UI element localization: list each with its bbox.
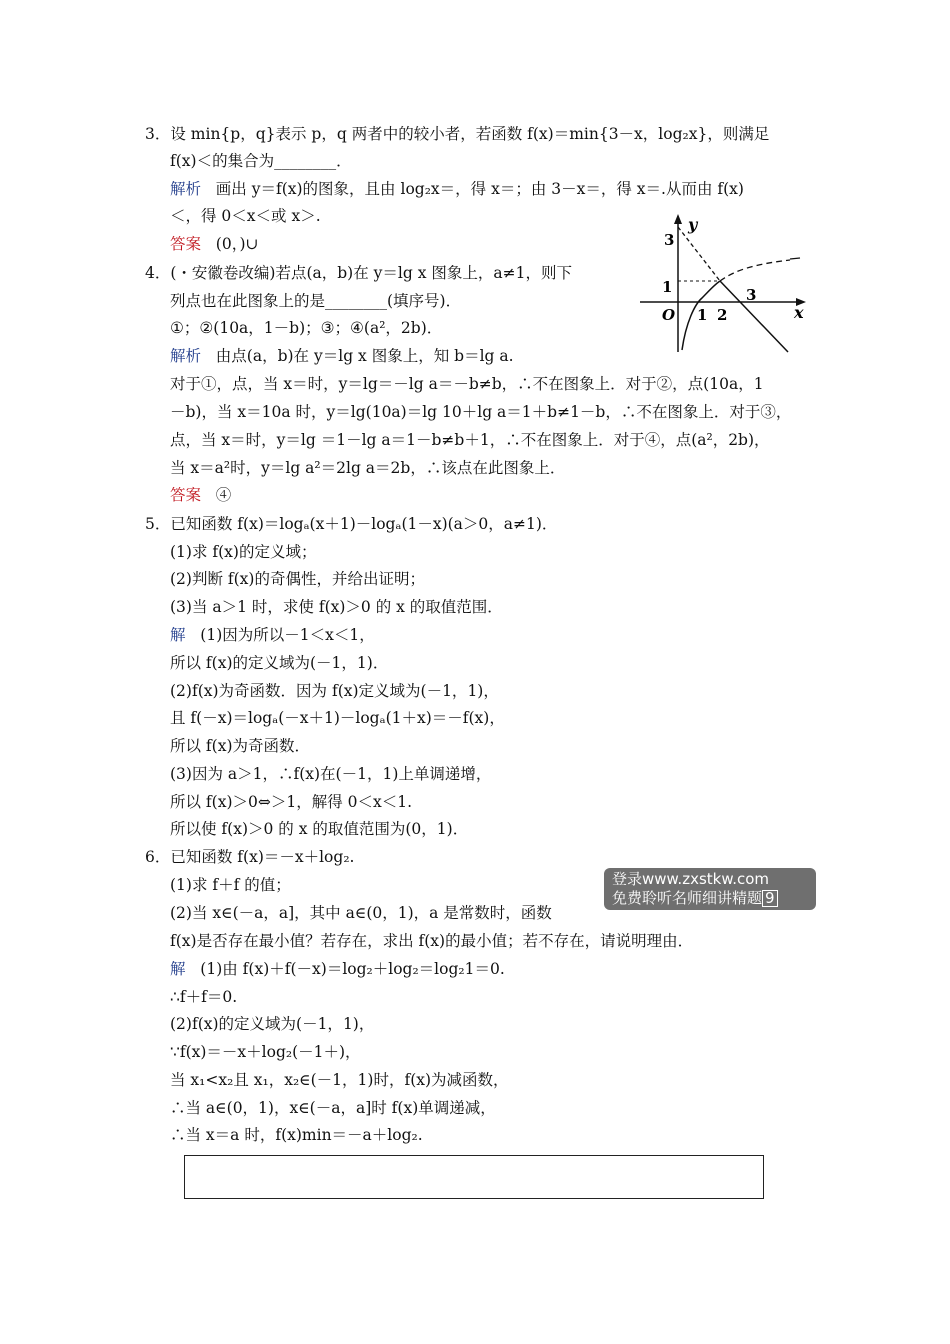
q6-solution-line-4: ∵f(x)＝－x＋log₂(－1＋)，: [170, 1043, 361, 1061]
tick-label-y-1: 1: [662, 278, 673, 296]
tick-label-x-1: 1: [697, 306, 708, 324]
q5-solution-line-5: 所以 f(x)为奇函数．: [170, 737, 311, 755]
q3-solution-line-2: ＜，得 0＜x＜或 x＞.: [170, 207, 321, 225]
q3-answer-line: [170, 233, 259, 255]
watermark-banner: [604, 868, 816, 910]
q5-solution-line-2: 所以 f(x)的定义域为(－1，1)．: [170, 654, 389, 672]
q5-solution-line-3: (2)f(x)为奇函数．因为 f(x)定义域为(－1，1)，: [170, 682, 499, 700]
q4-line-3: ①；②(10a，1－b)；③；④(a²，2b)．: [170, 319, 443, 337]
watermark-line-2: [612, 889, 816, 908]
q4-solution-line-2: 对于①，点，当 x＝时，y＝lg＝－lg a＝－b≠b，∴不在图象上．对于②，点(10a，1: [170, 375, 764, 393]
q5-line-4: (3)当 a＞1 时，求使 f(x)＞0 的 x 的取值范围．: [170, 598, 503, 616]
q5-line-3: (2)判断 f(x)的奇偶性，并给出证明；: [170, 570, 425, 588]
q5-solution-text: (1)因为所以－1＜x＜1，: [200, 626, 375, 644]
q3-answer-text: (0，)∪: [215, 235, 259, 253]
solution-tag: 解: [170, 960, 186, 978]
q6-solution-line-6: ∴当 a∈(0，1)，x∈(－a，a]时 f(x)单调递减，: [170, 1099, 496, 1117]
q5-solution-line-1: [170, 624, 375, 646]
q5-line-2: (1)求 f(x)的定义域；: [170, 543, 317, 561]
q6-solution-line-1: [170, 958, 505, 980]
q4-line-1: 4．(・安徽卷改编)若点(a，b)在 y＝lg x 图象上，a≠1，则下: [145, 264, 572, 282]
q6-solution-line-5: 当 x₁<x₂且 x₁，x₂∈(－1，1)时，f(x)为减函数，: [170, 1071, 509, 1089]
watermark-line-1: 登录www.zxstkw.com: [612, 870, 770, 888]
watermark-line-2-text: 免费聆听名师细讲精题: [612, 889, 763, 907]
q6-line-1: 6．已知函数 f(x)＝－x＋log₂.: [145, 848, 355, 866]
q3-solution-line-1: [170, 178, 744, 200]
q3-solution-text: 画出 y＝f(x)的图象，且由 log₂x＝，得 x＝；由 3－x＝，得 x＝.从而由 f(x): [215, 180, 744, 198]
tick-label-x-2: 2: [717, 306, 728, 324]
tick-label-x-3: 3: [746, 286, 757, 304]
answer-tag: 答案: [170, 486, 202, 504]
y-axis-label: y: [688, 215, 698, 234]
q6-solution-line-7: ∴当 x＝a 时，f(x)min＝－a＋log₂.: [170, 1126, 423, 1144]
q5-line-1: 5．已知函数 f(x)＝logₐ(x＋1)－logₐ(1－x)(a＞0，a≠1)．: [145, 515, 558, 533]
dashed-log-continuation: [720, 260, 790, 281]
q4-answer-text: ④: [215, 486, 232, 504]
q5-solution-line-6: (3)因为 a＞1，∴f(x)在(－1，1)上单调递增，: [170, 765, 492, 783]
dashed-line-3-minus-x: [678, 227, 720, 281]
q5-solution-line-8: 所以使 f(x)＞0 的 x 的取值范围为(0，1)．: [170, 820, 469, 838]
x-axis-label: x: [794, 303, 804, 322]
y-axis-arrow: [674, 214, 682, 224]
solution-tag: 解: [170, 626, 186, 644]
dashed-log-tail: [790, 258, 800, 259]
q4-solution-line-5: 当 x＝a²时，y＝lg a²＝2lg a＝2b，∴该点在此图象上．: [170, 459, 566, 477]
analysis-tag: 解析: [170, 180, 202, 198]
analysis-tag: 解析: [170, 347, 202, 365]
origin-label: O: [662, 306, 676, 324]
q4-solution-line-1: [170, 345, 514, 367]
q4-solution-text: 由点(a，b)在 y＝lg x 图象上，知 b＝lg a.: [215, 347, 514, 365]
function-graph: [640, 212, 815, 357]
empty-box: [184, 1155, 764, 1199]
q5-solution-line-7: 所以 f(x)＞0⇔＞1，解得 0＜x＜1.: [170, 793, 413, 811]
q3-line-2: f(x)＜的集合为________．: [170, 152, 352, 170]
q6-solution-line-3: (2)f(x)的定义域为(－1，1)，: [170, 1015, 375, 1033]
q3-line-1: 3．设 min{p，q}表示 p，q 两者中的较小者，若函数 f(x)＝min{3－x，log₂x}，则满足: [145, 125, 770, 143]
q6-solution-text: (1)由 f(x)＋f(－x)＝log₂＋log₂＝log₂1＝0.: [200, 960, 505, 978]
tick-label-y-3: 3: [664, 231, 675, 249]
q6-solution-line-2: ∴f＋f＝0.: [170, 988, 238, 1006]
q6-line-3: (2)当 x∈(－a，a]，其中 a∈(0，1)，a 是常数时，函数: [170, 904, 552, 922]
q6-line-4: f(x)是否存在最小值？若存在，求出 f(x)的最小值；若不存在，请说明理由．: [170, 932, 694, 950]
answer-tag: 答案: [170, 235, 202, 253]
q6-line-2: (1)求 f＋f 的值；: [170, 876, 291, 894]
q4-answer-line: [170, 484, 231, 506]
q5-solution-line-4: 且 f(－x)＝logₐ(－x＋1)－logₐ(1＋x)＝－f(x)，: [170, 709, 505, 727]
q4-solution-line-4: 点，当 x＝时，y＝lg ＝1－lg a＝1－b≠b＋1，∴不在图象上．对于④，点(a²，2b)，: [170, 431, 770, 449]
q4-line-2: 列点也在此图象上的是________(填序号)．: [170, 292, 462, 310]
watermark-number: 9: [762, 890, 778, 907]
q4-solution-line-3: －b)，当 x＝10a 时，y＝lg(10a)＝lg 10＋lg a＝1＋b≠1－b，∴不在图象上．对于③，: [170, 403, 792, 421]
